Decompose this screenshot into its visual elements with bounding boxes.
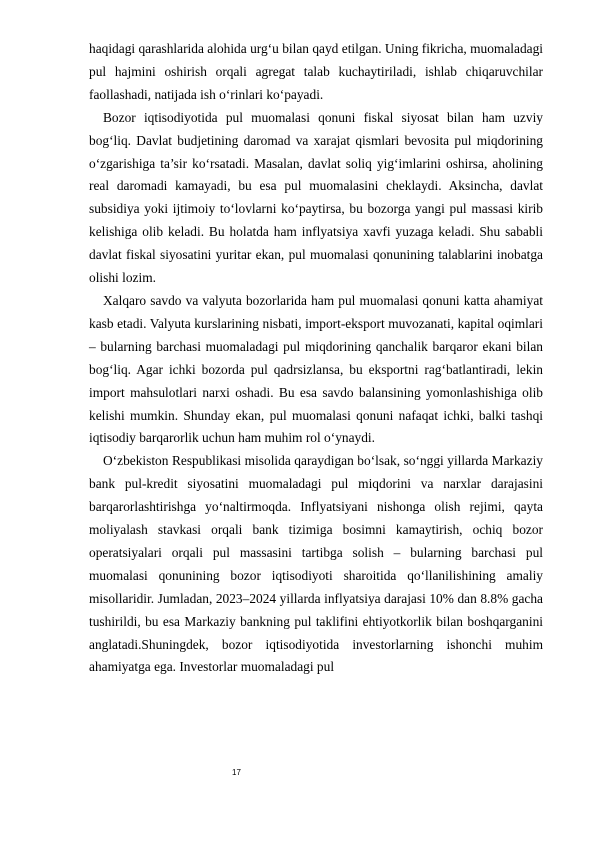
paragraph-2: Bozor iqtisodiyotida pul muomalasi qonuni fiskal siyosat bilan ham uzviy bog‘liq. Davlat budjetining daromad va xarajat qismlari bevosita pul miqdorining o‘zgarishiga ta’sir ko‘rsatadi. Masalan, davlat soliq yig‘imlarini oshirsa, aholining real daromadi kamayadi, bu esa pul muomalasini cheklaydi. Aksincha, davlat subsidiya yoki ijtimoiy to‘lovlarni ko‘paytirsa, bu bozorga yangi pul massasi kirib kelishiga olib keladi. Bu holatda ham inflyatsiya xavfi yuzaga keladi. Shu sababli davlat fiskal siyosatini yuritar ekan, pul muomalasi qonunining talablarini inobatga olishi lozim. [89,109,543,286]
paragraph-1: haqidagi qarashlarida alohida urg‘u bilan qayd etilgan. Uning fikricha, muomaladagi pul hajmini oshirish orqali agregat talab kuchaytiriladi, ishlab chiqaruvchilar faollashadi, natijada ish o‘rinlari ko‘payadi. [89,41,543,102]
document-page [89,38,543,679]
page-number: 17 [232,768,241,777]
paragraph-3: Xalqaro savdo va valyuta bozorlarida ham pul muomalasi qonuni katta ahamiyat kasb etadi. Valyuta kurslarining nisbati, import-eksport muvozanati, kapital oqimlari – bularning barchasi muomaladagi pul miqdorining qanchalik barqaror ekani bilan bog‘liq. Agar ichki bozorda pul qadrsizlansa, bu eksportni rag‘batlantiradi, lekin import mahsulotlari narxi oshadi. Bu esa savdo balansining yomonlashishiga olib kelishi mumkin. Shunday ekan, pul muomalasi qonuni nafaqat ichki, balki tashqi iqtisodiy barqarorlik uchun ham muhim rol o‘ynaydi. [89,292,543,446]
paragraph-4: O‘zbekiston Respublikasi misolida qaraydigan bo‘lsak, so‘nggi yillarda Markaziy bank pul-kredit siyosatini muomaladagi pul miqdorini va narxlar darajasini barqarorlashtirishga yo‘naltirmoqda. Inflyatsiyani nishonga olish rejimi, qayta moliyalash stavkasi orqali bank tizimiga bosimni kamaytirish, ochiq bozor operatsiyalari orqali pul massasini tartibga solish – bularning barchasi pul muomalasi qonunining bozor iqtisodiyoti sharoitida qo‘llanilishining amaliy misollaridir. Jumladan, 2023–2024 yillarda inflyatsiya darajasi 10% dan 8.8% gacha tushirildi, bu esa Markaziy bankning pul taklifini ehtiyotkorlik bilan boshqarganini anglatadi.Shuningdek, bozor iqtisodiyotida investorlarning ishonchi muhim ahamiyatga ega. Investorlar muomaladagi pul [89,453,543,675]
